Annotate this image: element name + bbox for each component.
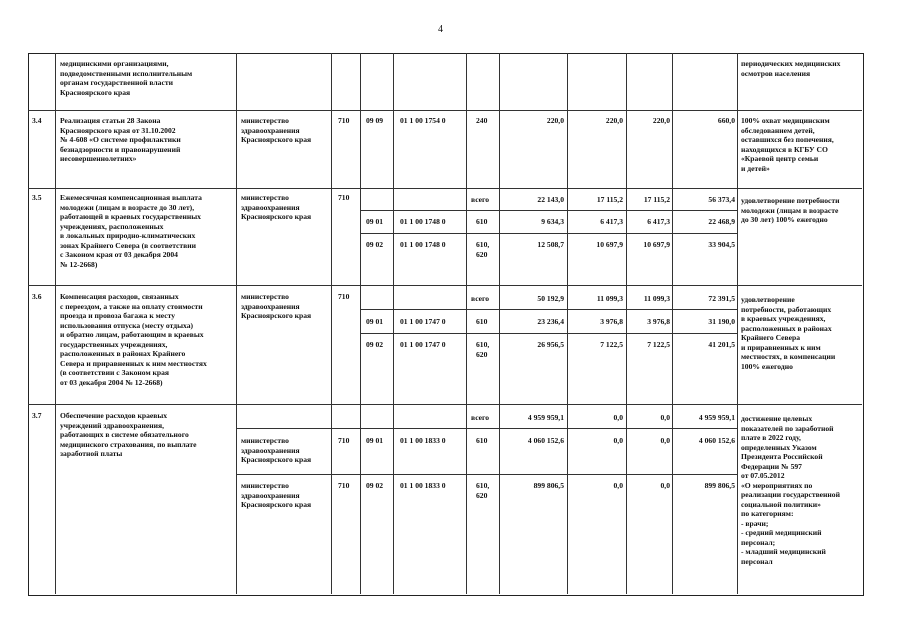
amount-cell: 6 417,3 [647, 217, 670, 226]
org-cell: министерство здравоохранения Красноярского края [241, 193, 312, 221]
org-cell: министерство здравоохранения Красноярского края [241, 481, 312, 509]
col-divider [393, 53, 394, 594]
amount-cell: 11 099,3 [596, 294, 623, 303]
amount-cell: 220,0 [605, 116, 623, 125]
amount-cell: 0,0 [660, 413, 670, 422]
amount-cell: 7 122,5 [647, 340, 670, 349]
amount-cell: 3 976,8 [600, 317, 623, 326]
rz-cell: 09 01 [366, 317, 384, 326]
amount-cell: 0,0 [613, 481, 623, 490]
total-cell: 33 904,5 [708, 240, 735, 249]
row-number: 3.7 [32, 411, 42, 420]
total-cell: 899 806,5 [704, 481, 735, 490]
rz-cell: 09 02 [366, 340, 384, 349]
col-divider [737, 53, 738, 594]
vr-cell: 610, 620 [476, 340, 490, 359]
total-cell: 56 373,4 [708, 195, 735, 204]
amount-cell: 0,0 [613, 413, 623, 422]
subrow-divider [360, 309, 737, 310]
amount-cell: 17 115,2 [643, 195, 670, 204]
org-cell: министерство здравоохранения Красноярского края [241, 292, 312, 320]
row-result: удовлетворение потребности молодежи (лицам в возрасте до 30 лет) 100% ежегодно [741, 196, 840, 224]
vr-cell: 610, 620 [476, 240, 490, 259]
rz-cell: 09 01 [366, 217, 384, 226]
amount-cell: 23 236,4 [537, 317, 564, 326]
org-cell: министерство здравоохранения Красноярского края [241, 436, 312, 464]
row-divider [28, 285, 862, 286]
subrow-divider [236, 428, 737, 429]
vr-cell: 610 [476, 217, 488, 226]
row-name: Обеспечение расходов краевых учреждений здравоохранения, работающих в системе обязательного медицинского страхования, по выплате заработной платы [60, 411, 197, 458]
csr-cell: 01 1 00 1747 0 [400, 340, 446, 349]
amount-cell: 4 959 959,1 [527, 413, 564, 422]
col-divider [331, 53, 332, 594]
row-number: 3.6 [32, 292, 42, 301]
grbs-cell: 710 [338, 116, 350, 125]
vr-cell: всего [471, 294, 490, 303]
row-name: Ежемесячная компенсационная выплата молодежи (лицам в возрасте до 30 лет), работающей в краевых государственных учреждениях, расположенных в локальных природно-климатических зонах Крайнего Севера (в соответствии с Законом края от 03 декабря 2004 № 12-2668) [60, 193, 202, 269]
total-cell: 22 468,9 [708, 217, 735, 226]
org-cell: министерство здравоохранения Красноярского края [241, 116, 312, 144]
amount-cell: 0,0 [660, 481, 670, 490]
row-number: 3.5 [32, 193, 42, 202]
total-cell: 4 060 152,6 [698, 436, 735, 445]
amount-cell: 17 115,2 [596, 195, 623, 204]
continuation-name: медицинскими организациями, подведомственными исполнительным органам государственной власти Красноярского края [60, 59, 193, 97]
row-name: Реализация статьи 28 Закона Красноярского края от 31.10.2002 № 4-608 «О системе профилактики безнадзорности и правонарушений несовершеннолетних» [60, 116, 181, 163]
grbs-cell: 710 [338, 481, 350, 490]
continuation-result: периодических медицинских осмотров населения [741, 59, 841, 78]
rz-cell: 09 02 [366, 481, 384, 490]
page-number: 4 [438, 24, 443, 35]
csr-cell: 01 1 00 1833 0 [400, 436, 446, 445]
total-cell: 660,0 [717, 116, 735, 125]
total-cell: 41 201,5 [708, 340, 735, 349]
total-cell: 72 391,5 [708, 294, 735, 303]
amount-cell: 6 417,3 [600, 217, 623, 226]
amount-cell: 4 060 152,6 [527, 436, 564, 445]
amount-cell: 10 697,9 [643, 240, 670, 249]
rz-cell: 09 09 [366, 116, 384, 125]
csr-cell: 01 1 00 1754 0 [400, 116, 446, 125]
amount-cell: 50 192,9 [537, 294, 564, 303]
vr-cell: 610, 620 [476, 481, 490, 500]
amount-cell: 220,0 [546, 116, 564, 125]
amount-cell: 7 122,5 [600, 340, 623, 349]
col-divider [466, 53, 467, 594]
amount-cell: 22 143,0 [537, 195, 564, 204]
vr-cell: 240 [476, 116, 488, 125]
row-divider [28, 404, 862, 405]
row-divider [28, 110, 862, 111]
row-result: 100% охват медицинским обследованием детей, оставшихся без попечения, находящихся в КГБУ СО «Краевой центр семьи и детей» [741, 116, 834, 173]
csr-cell: 01 1 00 1748 0 [400, 217, 446, 226]
grbs-cell: 710 [338, 436, 350, 445]
subrow-divider [360, 233, 737, 234]
rz-cell: 09 01 [366, 436, 384, 445]
col-divider [55, 53, 56, 594]
vr-cell: 610 [476, 436, 488, 445]
total-cell: 31 190,0 [708, 317, 735, 326]
total-cell: 4 959 959,1 [698, 413, 735, 422]
col-divider [236, 53, 237, 594]
amount-cell: 26 956,5 [537, 340, 564, 349]
col-divider [360, 53, 361, 594]
grbs-cell: 710 [338, 292, 350, 301]
vr-cell: 610 [476, 317, 488, 326]
amount-cell: 11 099,3 [643, 294, 670, 303]
vr-cell: всего [471, 413, 490, 422]
grbs-cell: 710 [338, 193, 350, 202]
subrow-divider [360, 210, 737, 211]
amount-cell: 220,0 [652, 116, 670, 125]
subrow-divider [236, 474, 737, 475]
amount-cell: 12 508,7 [537, 240, 564, 249]
csr-cell: 01 1 00 1833 0 [400, 481, 446, 490]
row-result: достижение целевых показателей по заработной плате в 2022 году, определенных Указом Президента Российской Федерации № 597 от 07.05.2012 «О мероприятиях по реализации государственной социальной политики» по категориям: - врачи; - средний медицинский персонал; - младший медицинский персонал [741, 414, 840, 566]
subrow-divider [360, 333, 737, 334]
amount-cell: 10 697,9 [596, 240, 623, 249]
row-number: 3.4 [32, 116, 42, 125]
row-result: удовлетворение потребности, работающих в краевых учреждениях, расположенных в районах Крайнего Севера и приравненных к ним местностях, в компенсации 100% ежегодно [741, 295, 836, 371]
vr-cell: всего [471, 195, 490, 204]
csr-cell: 01 1 00 1747 0 [400, 317, 446, 326]
amount-cell: 3 976,8 [647, 317, 670, 326]
csr-cell: 01 1 00 1748 0 [400, 240, 446, 249]
amount-cell: 0,0 [613, 436, 623, 445]
amount-cell: 9 634,3 [541, 217, 564, 226]
row-name: Компенсация расходов, связанных с переездом, а также на оплату стоимости проезда и провоза багажа к месту использования отпуска (месту отдыха) и обратно лицам, работающим в краевых государственных учреждениях, расположенных в районах Крайнего Севера и приравненных к ним местностях (в соответствии с Законом края от 03 декабря 2004 № 12-2668) [60, 292, 207, 387]
amount-cell: 0,0 [660, 436, 670, 445]
amount-cell: 899 806,5 [533, 481, 564, 490]
rz-cell: 09 02 [366, 240, 384, 249]
row-divider [28, 188, 862, 189]
